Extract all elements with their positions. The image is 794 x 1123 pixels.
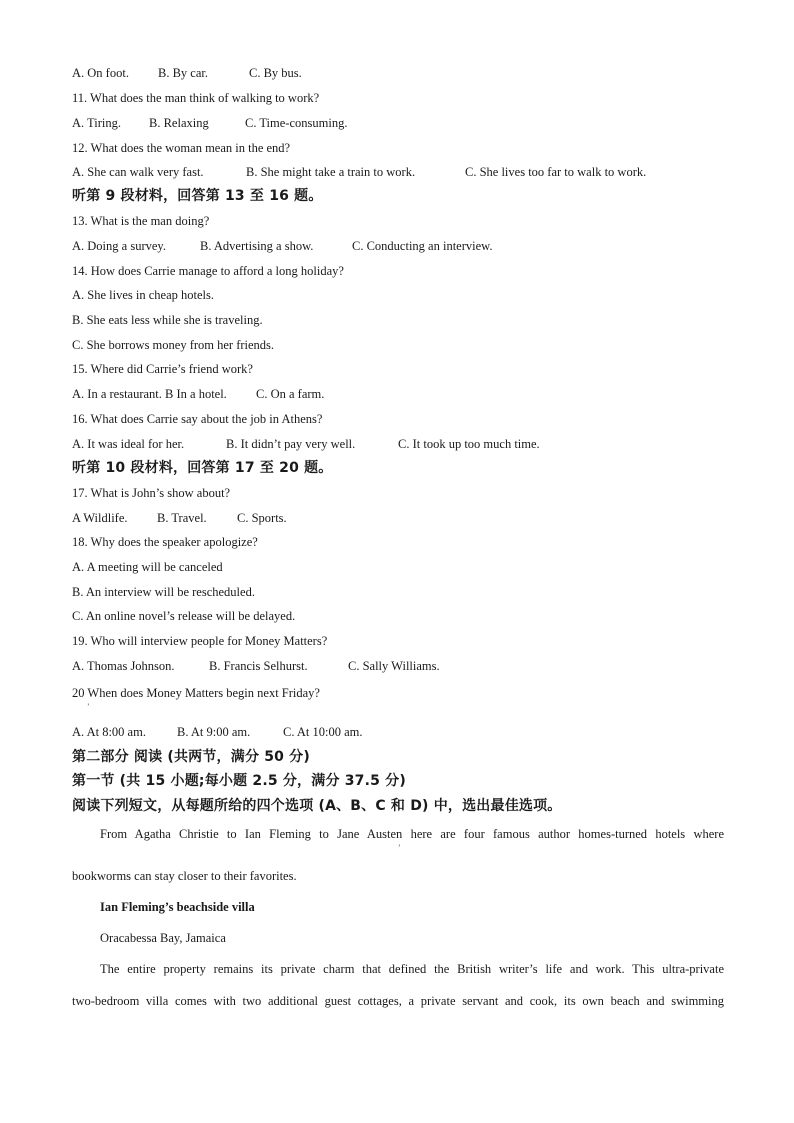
- q15-question: 15. Where did Carrie’s friend work?: [72, 362, 253, 376]
- q19-option-c: C. Sally Williams.: [348, 659, 440, 673]
- q13-question: 13. What is the man doing?: [72, 214, 210, 228]
- q16-question: 16. What does Carrie say about the job in Athens?: [72, 412, 323, 426]
- q16-option-a: A. It was ideal for her.: [72, 437, 185, 451]
- q14-option-c: C. She borrows money from her friends.: [72, 338, 275, 352]
- q12-option-a: A. She can walk very fast.: [72, 165, 204, 179]
- q20-option-c: C. At 10:00 am.: [283, 725, 363, 739]
- q18-question: 18. Why does the speaker apologize?: [72, 535, 258, 549]
- passage-intro-line1: From Agatha Christie to Ian Fleming to Jane Austen here are four famous author homes-turned hotels where: [100, 827, 724, 841]
- q18-option-b: B. An interview will be rescheduled.: [72, 585, 255, 599]
- q10-option-b: B. By car.: [158, 66, 208, 80]
- q10-option-a: A. On foot.: [72, 66, 129, 80]
- passage-para1-line1: The entire property remains its private charm that defined the British writer’s life and work. This ultra-private: [100, 962, 724, 976]
- passage-location: Oracabessa Bay, Jamaica: [100, 931, 226, 945]
- q18-option-a: A. A meeting will be canceled: [72, 560, 223, 574]
- q17-option-b: B. Travel.: [157, 511, 207, 525]
- section1-heading: 第一节 (共 15 小题;每小题 2.5 分，满分 37.5 分): [72, 773, 406, 789]
- q19-question: 19. Who will interview people for Money Matters?: [72, 634, 328, 648]
- passage-intro-line2: bookworms can stay closer to their favorites.: [72, 869, 297, 883]
- section-heading-9: 听第 9 段材料，回答第 13 至 16 题。: [72, 188, 323, 204]
- q15-option-c: C. On a farm.: [256, 387, 325, 401]
- stray-mark: ’: [87, 702, 90, 711]
- q13-option-b: B. Advertising a show.: [200, 239, 314, 253]
- q17-option-c: C. Sports.: [237, 511, 287, 525]
- q11-option-a: A. Tiring.: [72, 116, 121, 130]
- q14-question: 14. How does Carrie manage to afford a long holiday?: [72, 264, 344, 278]
- q13-option-a: A. Doing a survey.: [72, 239, 166, 253]
- q11-option-c: C. Time-consuming.: [245, 116, 348, 130]
- q17-question: 17. What is John’s show about?: [72, 486, 231, 500]
- passage-para1-line2: two-bedroom villa comes with two additional guest cottages, a private servant and cook, its own beach and swimming: [72, 994, 724, 1008]
- stray-mark-2: ’: [398, 843, 401, 852]
- q19-option-b: B. Francis Selhurst.: [209, 659, 308, 673]
- q16-option-c: C. It took up too much time.: [398, 437, 540, 451]
- q12-option-c: C. She lives too far to walk to work.: [465, 165, 647, 179]
- q17-option-a: A Wildlife.: [72, 511, 128, 525]
- q15-option-ab: A. In a restaurant. B In a hotel.: [72, 387, 227, 401]
- q13-option-c: C. Conducting an interview.: [352, 239, 493, 253]
- q19-option-a: A. Thomas Johnson.: [72, 659, 175, 673]
- q16-option-b: B. It didn’t pay very well.: [226, 437, 356, 451]
- section-heading-10: 听第 10 段材料，回答第 17 至 20 题。: [72, 460, 333, 476]
- q20-option-b: B. At 9:00 am.: [177, 725, 251, 739]
- q18-option-c: C. An online novel’s release will be delayed.: [72, 609, 296, 623]
- q20-option-a: A. At 8:00 am.: [72, 725, 146, 739]
- q12-question: 12. What does the woman mean in the end?: [72, 141, 291, 155]
- q11-question: 11. What does the man think of walking to work?: [72, 91, 320, 105]
- q14-option-a: A. She lives in cheap hotels.: [72, 288, 214, 302]
- q20-question: 20 When does Money Matters begin next Friday?: [72, 686, 320, 700]
- passage-section-title: Ian Fleming’s beachside villa: [100, 900, 255, 914]
- part2-heading: 第二部分 阅读 (共两节，满分 50 分): [72, 749, 310, 765]
- q10-option-c: C. By bus.: [249, 66, 302, 80]
- q11-option-b: B. Relaxing: [149, 116, 209, 130]
- q14-option-b: B. She eats less while she is traveling.: [72, 313, 263, 327]
- q12-option-b: B. She might take a train to work.: [246, 165, 416, 179]
- reading-instruction: 阅读下列短文，从每题所给的四个选项 (A、B、C 和 D) 中，选出最佳选项。: [72, 798, 562, 814]
